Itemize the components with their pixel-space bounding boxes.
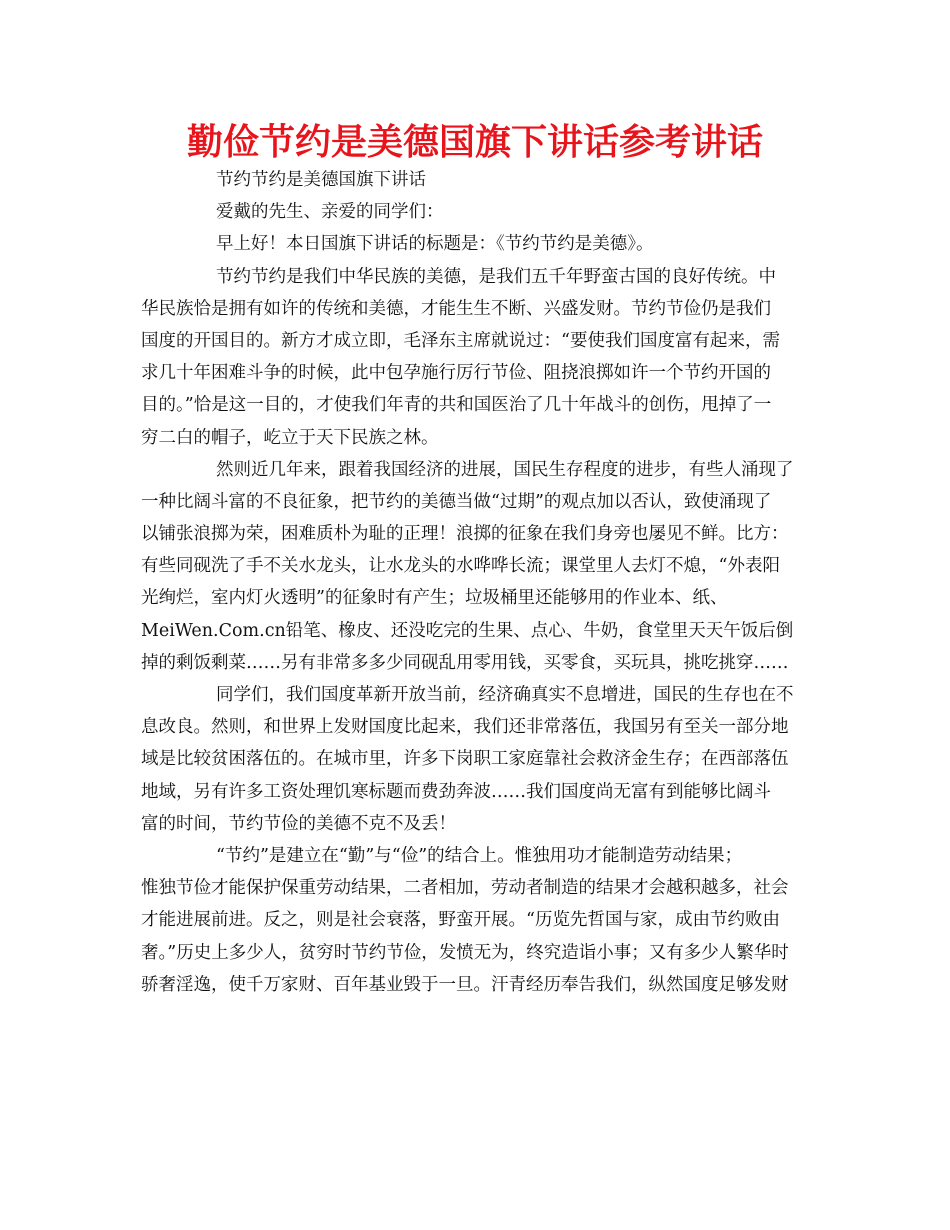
document-body xyxy=(141,164,811,1001)
text-line: 同学们，我们国度革新开放当前，经济确真实不息增进，国民的生存也在不 xyxy=(216,685,794,705)
text-line: 爱戴的先生、亲爱的同学们： xyxy=(216,202,444,223)
text-line: 惟独节俭才能保护保重劳动结果，二者相加，劳动者制造的结果才会越积越多，社会 xyxy=(141,878,789,899)
text-line: 然则近几年来，跟着我国经济的进展，国民生存程度的进步，有些人涌现了 xyxy=(216,459,794,480)
text-line: 早上好！本日国旗下讲话的标题是：《节约节约是美德》。 xyxy=(216,234,654,255)
text-line: 目的。”恰是这一目的，才使我们年青的共和国医治了几十年战斗的创伤，甩掉了一 xyxy=(141,395,772,416)
text-line: 奢。”历史上多少人，贫穷时节约节俭，发愤无为，终究造诣小事；又有多少人繁华时 xyxy=(141,942,789,963)
text-line: 一种比阔斗富的不良征象，把节约的美德当做“过期”的观点加以否认，致使涌现了 xyxy=(141,491,772,512)
text-line: MeiWen.Com.cn铅笔、橡皮、还没吃完的生果、点心、牛奶，食堂里天天午饭后倒 xyxy=(141,620,794,641)
text-line: 地域，另有许多工资处理饥寒标题而费劲奔波……我们国度尚无富有到能够比阔斗 xyxy=(141,781,771,802)
text-line: 节约节约是我们中华民族的美德，是我们五千年野蛮古国的良好传统。中 xyxy=(216,266,776,287)
text-line: 以铺张浪掷为荣，困难质朴为耻的正理！浪掷的征象在我们身旁也屡见不鲜。比方： xyxy=(141,524,789,545)
text-line: 光绚烂，室内灯火透明”的征象时有产生；垃圾桶里还能够用的作业本、纸、 xyxy=(141,588,728,609)
text-line: 才能进展前进。反之，则是社会衰落，野蛮开展。“历览先哲国与家，成由节约败由 xyxy=(141,910,780,931)
text-line: 节约节约是美德国旗下讲话 xyxy=(216,170,426,190)
text-line: 息改良。然则，和世界上发财国度比起来，我们还非常落伍，我国另有至关一部分地 xyxy=(141,717,789,738)
text-line: 穷二白的帽子，屹立于天下民族之林。 xyxy=(141,427,439,448)
text-line: 掉的剩饭剩菜……另有非常多多少同砚乱用零用钱，买零食，买玩具，挑吃挑穿…… xyxy=(141,652,789,673)
text-line: 求几十年困难斗争的时候，此中包孕施行厉行节俭、阻挠浪掷如许一个节约开国的 xyxy=(141,363,771,384)
text-line: 有些同砚洗了手不关水龙头，让水龙头的水哗哗长流；课堂里人去灯不熄，“外表阳 xyxy=(141,556,780,577)
text-line: 富的时间，节约节俭的美德不克不及丢！ xyxy=(141,813,456,834)
text-line: 国度的开国目的。新方才成立即，毛泽东主席就说过：“要使我们国度富有起来，需 xyxy=(141,330,780,351)
document-title: 勤俭节约是美德国旗下讲话参考讲话 xyxy=(186,122,763,163)
text-line: “节约”是建立在“勤”与“俭”的结合上。惟独用功才能制造劳动结果； xyxy=(216,845,743,866)
text-line: 骄奢淫逸，使千万家财、百年基业毁于一旦。汗青经历奉告我们，纵然国度足够发财 xyxy=(141,974,789,995)
text-line: 域是比较贫困落伍的。在城市里，许多下岗职工家庭靠社会救济金生存；在西部落伍 xyxy=(141,749,789,770)
text-line: 华民族恰是拥有如许的传统和美德，才能生生不断、兴盛发财。节约节俭仍是我们 xyxy=(141,298,771,319)
